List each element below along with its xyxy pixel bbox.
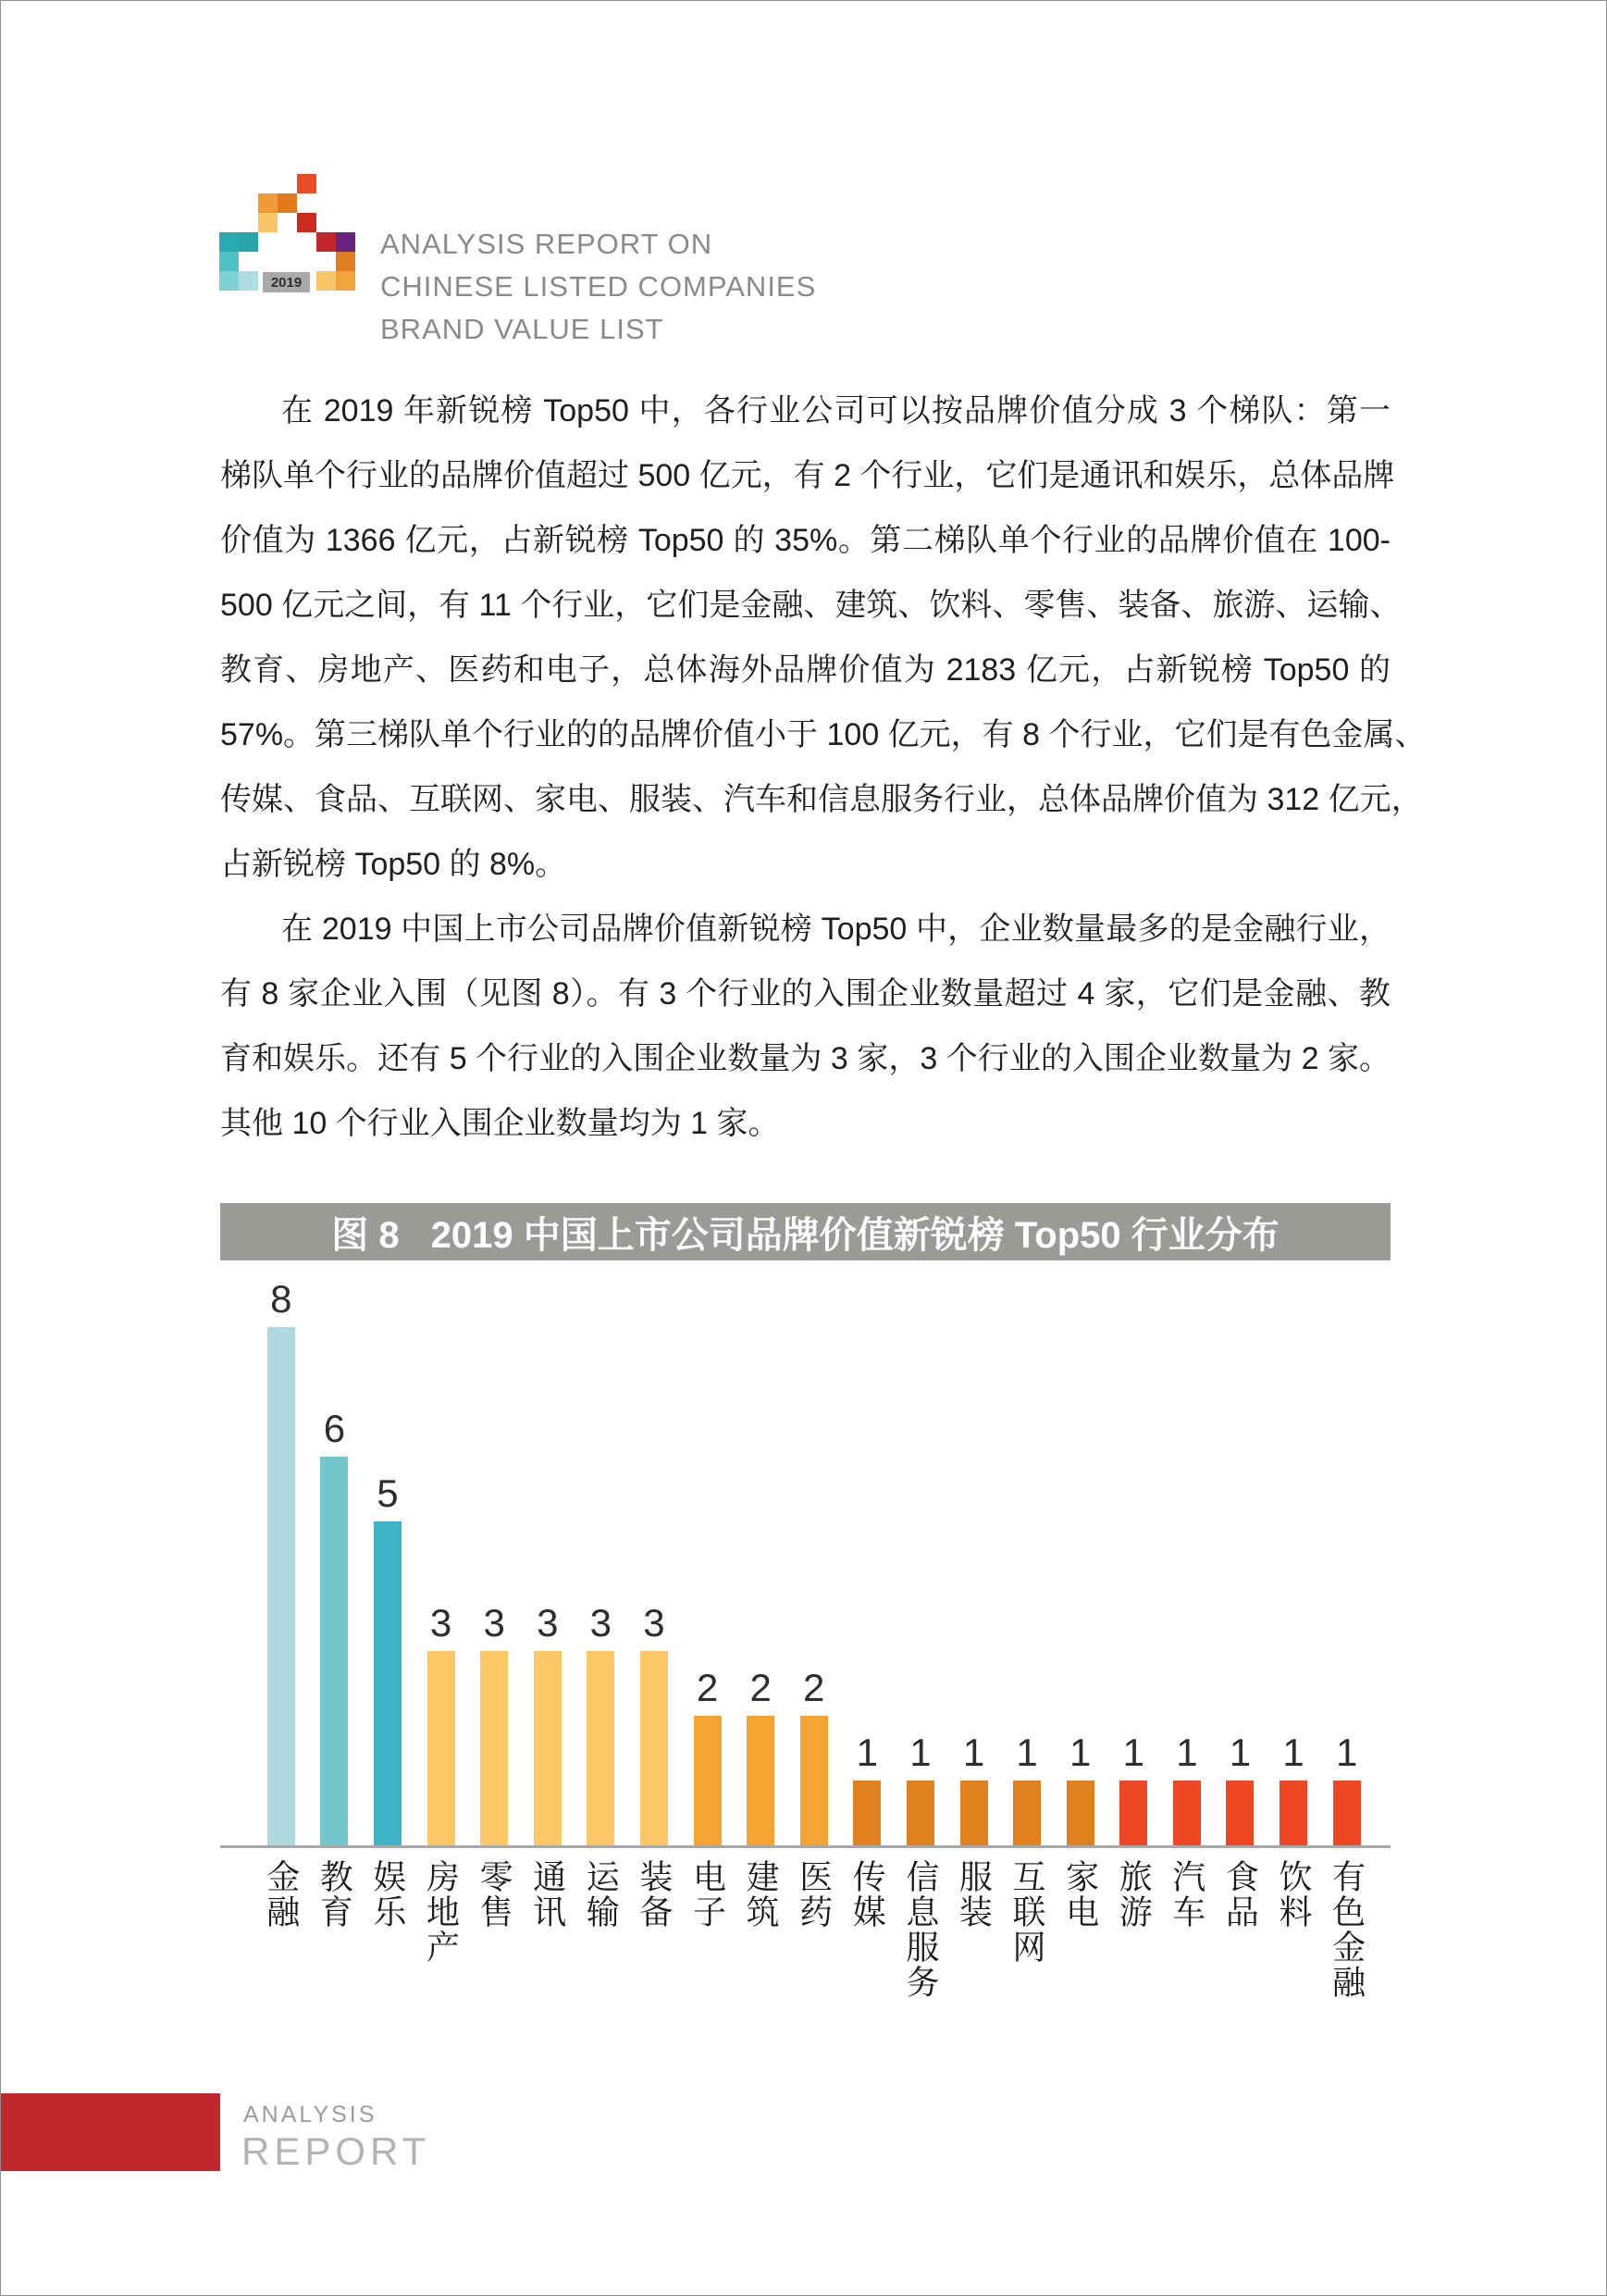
bar-旅游 [1119,1781,1147,1845]
bar-汽车 [1173,1781,1201,1845]
category-label: 有色金融 [1328,1859,1366,2000]
bar-value-label: 3 [589,1601,612,1644]
paragraph-1-line-3: 价值为 1366 亿元，占新锐榜 Top50 的 35%。第二梯队单个行业的品牌价值在 100- [220,523,1391,558]
category-label: 房地产 [422,1859,461,1965]
bar-value-label: 1 [1069,1731,1092,1774]
bar-零售 [480,1651,508,1845]
bar-slot-旅游 [1107,1733,1161,1845]
category-label: 电子 [688,1859,727,1930]
bar-value-label: 3 [643,1601,665,1644]
category-label-slot [734,1859,787,2000]
category-label-slot [575,1859,628,2000]
bar-slot-家电 [1054,1733,1107,1845]
bar-运输 [587,1651,614,1845]
bar-slot-医药 [787,1666,841,1845]
bar-装备 [640,1651,668,1845]
category-label: 通讯 [528,1859,567,1930]
header-title-line-1: ANALYSIS REPORT ON [380,228,713,260]
header-title-line-3: BRAND VALUE LIST [380,313,664,345]
category-label: 旅游 [1115,1859,1154,1930]
bar-value-label: 1 [1335,1731,1358,1774]
header-title-line-2: CHINESE LISTED COMPANIES [380,270,817,303]
logo-square [316,232,336,252]
logo-square [336,271,355,291]
category-label-slot [681,1859,735,2000]
bar-value-label: 2 [803,1666,825,1709]
category-label: 家电 [1061,1859,1100,1930]
logo-year-badge [263,272,310,292]
chart-plot-area [220,1269,1391,1848]
category-label-slot [414,1859,468,2000]
logo-year-text: 2019 [270,274,303,291]
bar-家电 [1067,1781,1094,1845]
bar-value-label: 1 [856,1731,878,1774]
category-label-slot [841,1859,895,2000]
figure-title-banner [220,1203,1391,1260]
category-label: 装备 [635,1859,674,1930]
bar-信息服务 [907,1781,934,1845]
bar-房地产 [427,1651,455,1845]
logo-square [336,252,355,271]
bar-传媒 [853,1781,881,1845]
bar-娱乐 [374,1521,402,1845]
paragraph-1-line-6: 57%。第三梯队单个行业的的品牌价值小于 100 亿元，有 8 个行业，它们是有色金属、 [220,717,1427,752]
bar-slot-互联网 [1000,1733,1054,1845]
paragraph-2-line-1: 在 2019 中国上市公司品牌价值新锐榜 Top50 中，企业数量最多的是金融行业， [281,912,1391,947]
bar-饮料 [1279,1781,1307,1845]
bar-value-label: 1 [1016,1731,1038,1774]
logo-square [219,252,239,271]
category-label-slot [1107,1859,1161,2000]
paragraph-1-line-4: 500 亿元之间，有 11 个行业，它们是金融、建筑、饮料、零售、装备、旅游、运输、 [220,588,1402,623]
bar-value-label: 2 [696,1666,719,1709]
bar-slot-食品 [1214,1733,1267,1845]
logo-square [219,271,239,291]
logo-square [278,193,297,213]
category-label-slot [894,1859,947,2000]
logo-square [316,271,336,291]
figure-label: 图 8 [331,1214,400,1256]
category-label-slot [627,1859,681,2000]
category-label: 传媒 [848,1859,887,1930]
paragraph-1-line-7: 传媒、食品、互联网、家电、服装、汽车和信息服务行业，总体品牌价值为 312 亿元， [220,782,1423,817]
logo-square [239,232,258,252]
chart-category-labels [220,1848,1391,2000]
logo-square [219,232,239,252]
paragraph-1-line-1: 在 2019 年新锐榜 Top50 中，各行业公司可以按品牌价值分成 3 个梯队：第一 [281,393,1391,428]
bar-value-label: 8 [270,1277,292,1321]
body-text [220,379,1427,1156]
category-label: 食品 [1221,1859,1260,1930]
category-label: 教育 [315,1859,354,1930]
category-label-slot [467,1859,521,2000]
bar-slot-装备 [627,1601,681,1845]
bar-互联网 [1013,1781,1041,1845]
bar-slot-零售 [467,1601,521,1845]
category-label-slot [947,1859,1001,2000]
footer-analysis-text: ANALYSIS [243,2102,377,2128]
bar-电子 [694,1716,722,1845]
category-label: 娱乐 [368,1859,407,1930]
logo-square [258,193,278,213]
bar-slot-服装 [947,1733,1001,1845]
bar-value-label: 2 [749,1666,772,1709]
logo-square [336,232,355,252]
category-label-slot [1320,1859,1374,2000]
category-label: 金融 [262,1859,301,1930]
bar-slot-有色金融 [1320,1733,1374,1845]
category-label-slot [787,1859,841,2000]
category-label: 信息服务 [901,1859,940,2000]
paragraph-1-line-2: 梯队单个行业的品牌价值超过 500 亿元，有 2 个行业，它们是通讯和娱乐，总体品牌 [220,458,1395,493]
bar-金融 [267,1327,295,1845]
category-label-slot [1267,1859,1320,2000]
bar-slot-教育 [308,1409,362,1845]
bar-value-label: 1 [1229,1731,1252,1774]
logo-square [258,213,278,232]
paragraph-2-line-2: 有 8 家企业入围（见图 8）。有 3 个行业的入围企业数量超过 4 家，它们是金融、教 [220,976,1391,1011]
brand-logo-mosaic [219,174,355,291]
bar-slot-传媒 [841,1733,895,1845]
bar-value-label: 1 [962,1731,985,1774]
bar-value-label: 1 [1282,1731,1304,1774]
paragraph-1-line-8: 占新锐榜 Top50 的 8%。 [220,847,567,882]
category-label: 饮料 [1274,1859,1313,1930]
category-label-slot [1054,1859,1107,2000]
bar-slot-饮料 [1267,1733,1320,1845]
category-label-slot [1000,1859,1054,2000]
paragraph-1-line-5: 教育、房地产、医药和电子，总体海外品牌价值为 2183 亿元，占新锐榜 Top50 的 [220,652,1391,688]
category-label-slot [1214,1859,1267,2000]
bar-slot-信息服务 [894,1733,947,1845]
bar-value-label: 1 [1122,1731,1144,1774]
paragraph-2-line-3: 育和娱乐。还有 5 个行业的入围企业数量为 3 家，3 个行业的入围企业数量为 2 家。 [220,1041,1391,1076]
bar-slot-通讯 [521,1601,575,1845]
figure-title: 2019 中国上市公司品牌价值新锐榜 Top50 行业分布 [430,1214,1279,1256]
header-title [380,223,816,351]
category-label: 服装 [955,1859,994,1930]
bar-服装 [960,1781,988,1845]
bar-通讯 [534,1651,562,1845]
bar-slot-建筑 [734,1666,787,1845]
footer-report-text: REPORT [241,2129,431,2173]
industry-bar-chart [220,1269,1391,2000]
category-label-slot [361,1859,414,2000]
bar-建筑 [747,1716,774,1845]
bar-slot-房地产 [414,1601,468,1845]
category-label: 零售 [476,1859,514,1930]
logo-square [297,174,316,193]
bar-value-label: 6 [323,1407,346,1450]
category-label-slot [1160,1859,1214,2000]
bar-slot-金融 [254,1277,308,1845]
bar-slot-娱乐 [361,1471,414,1845]
category-label: 医药 [795,1859,834,1930]
bar-医药 [800,1716,828,1845]
bar-slot-电子 [681,1666,735,1845]
bar-slot-汽车 [1160,1733,1214,1845]
bar-slot-运输 [575,1601,628,1845]
category-label-slot [254,1859,308,2000]
footer-accent-block [1,2093,220,2171]
bar-食品 [1226,1781,1254,1845]
category-label-slot [308,1859,362,2000]
bar-value-label: 3 [537,1601,559,1644]
logo-square [239,271,258,291]
category-label: 运输 [582,1859,621,1930]
logo-square [297,213,316,232]
bar-value-label: 3 [483,1601,505,1644]
category-label: 汽车 [1168,1859,1206,1930]
paragraph-2-line-4: 其他 10 个行业入围企业数量均为 1 家。 [220,1106,780,1141]
bar-有色金融 [1333,1781,1361,1845]
bar-value-label: 5 [377,1471,399,1515]
bar-value-label: 1 [909,1731,932,1774]
bar-value-label: 3 [429,1601,452,1644]
bar-教育 [320,1457,348,1845]
category-label: 互联网 [1008,1859,1046,1965]
category-label-slot [521,1859,575,2000]
bar-value-label: 1 [1176,1731,1198,1774]
category-label: 建筑 [742,1859,781,1930]
